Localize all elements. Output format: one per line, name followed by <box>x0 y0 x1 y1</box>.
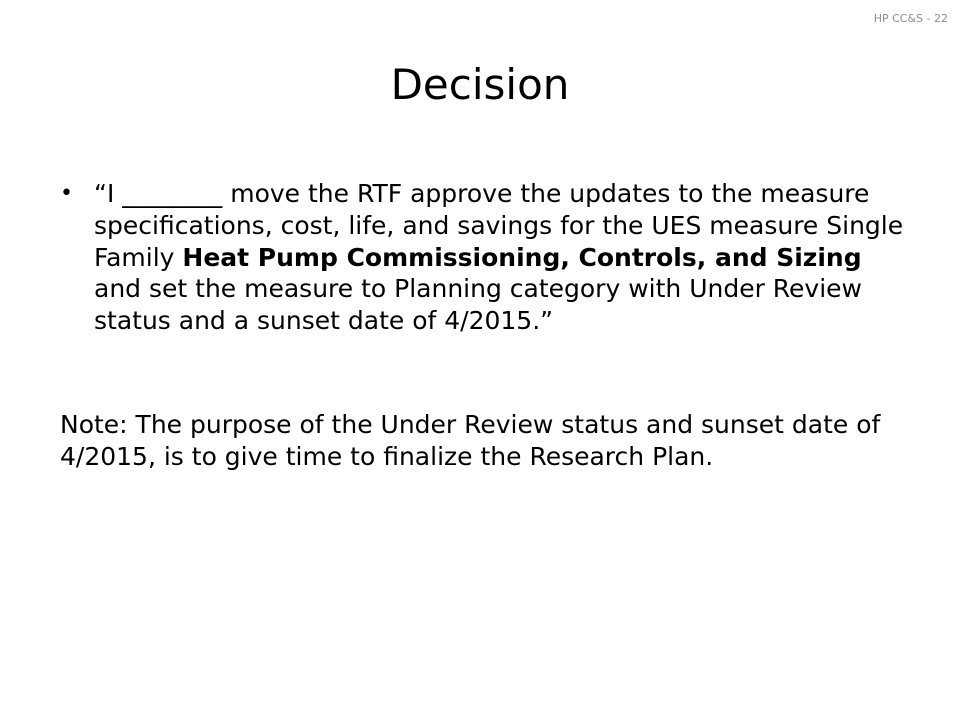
slide-number: HP CC&S - 22 <box>873 12 948 25</box>
bullet-icon: • <box>60 181 73 206</box>
motion-text-start: “I ________ move the RTF approve the updates to the measure specifications, cost, life, and savings for the UES measure Single Family <box>94 179 904 272</box>
motion-text <box>94 178 910 337</box>
note-text: Note: The purpose of the Under Review status and sunset date of 4/2015, is to give time to finalize the Research Plan. <box>60 409 881 471</box>
slide-body <box>60 178 910 472</box>
measure-name: Heat Pump Commissioning, Controls, and Sizing <box>182 242 862 272</box>
motion-bullet <box>60 178 910 337</box>
motion-text-end: and set the measure to Planning category with Under Review status and a sunset date of 4/2015.” <box>94 274 863 335</box>
slide-title: Decision <box>390 60 570 109</box>
